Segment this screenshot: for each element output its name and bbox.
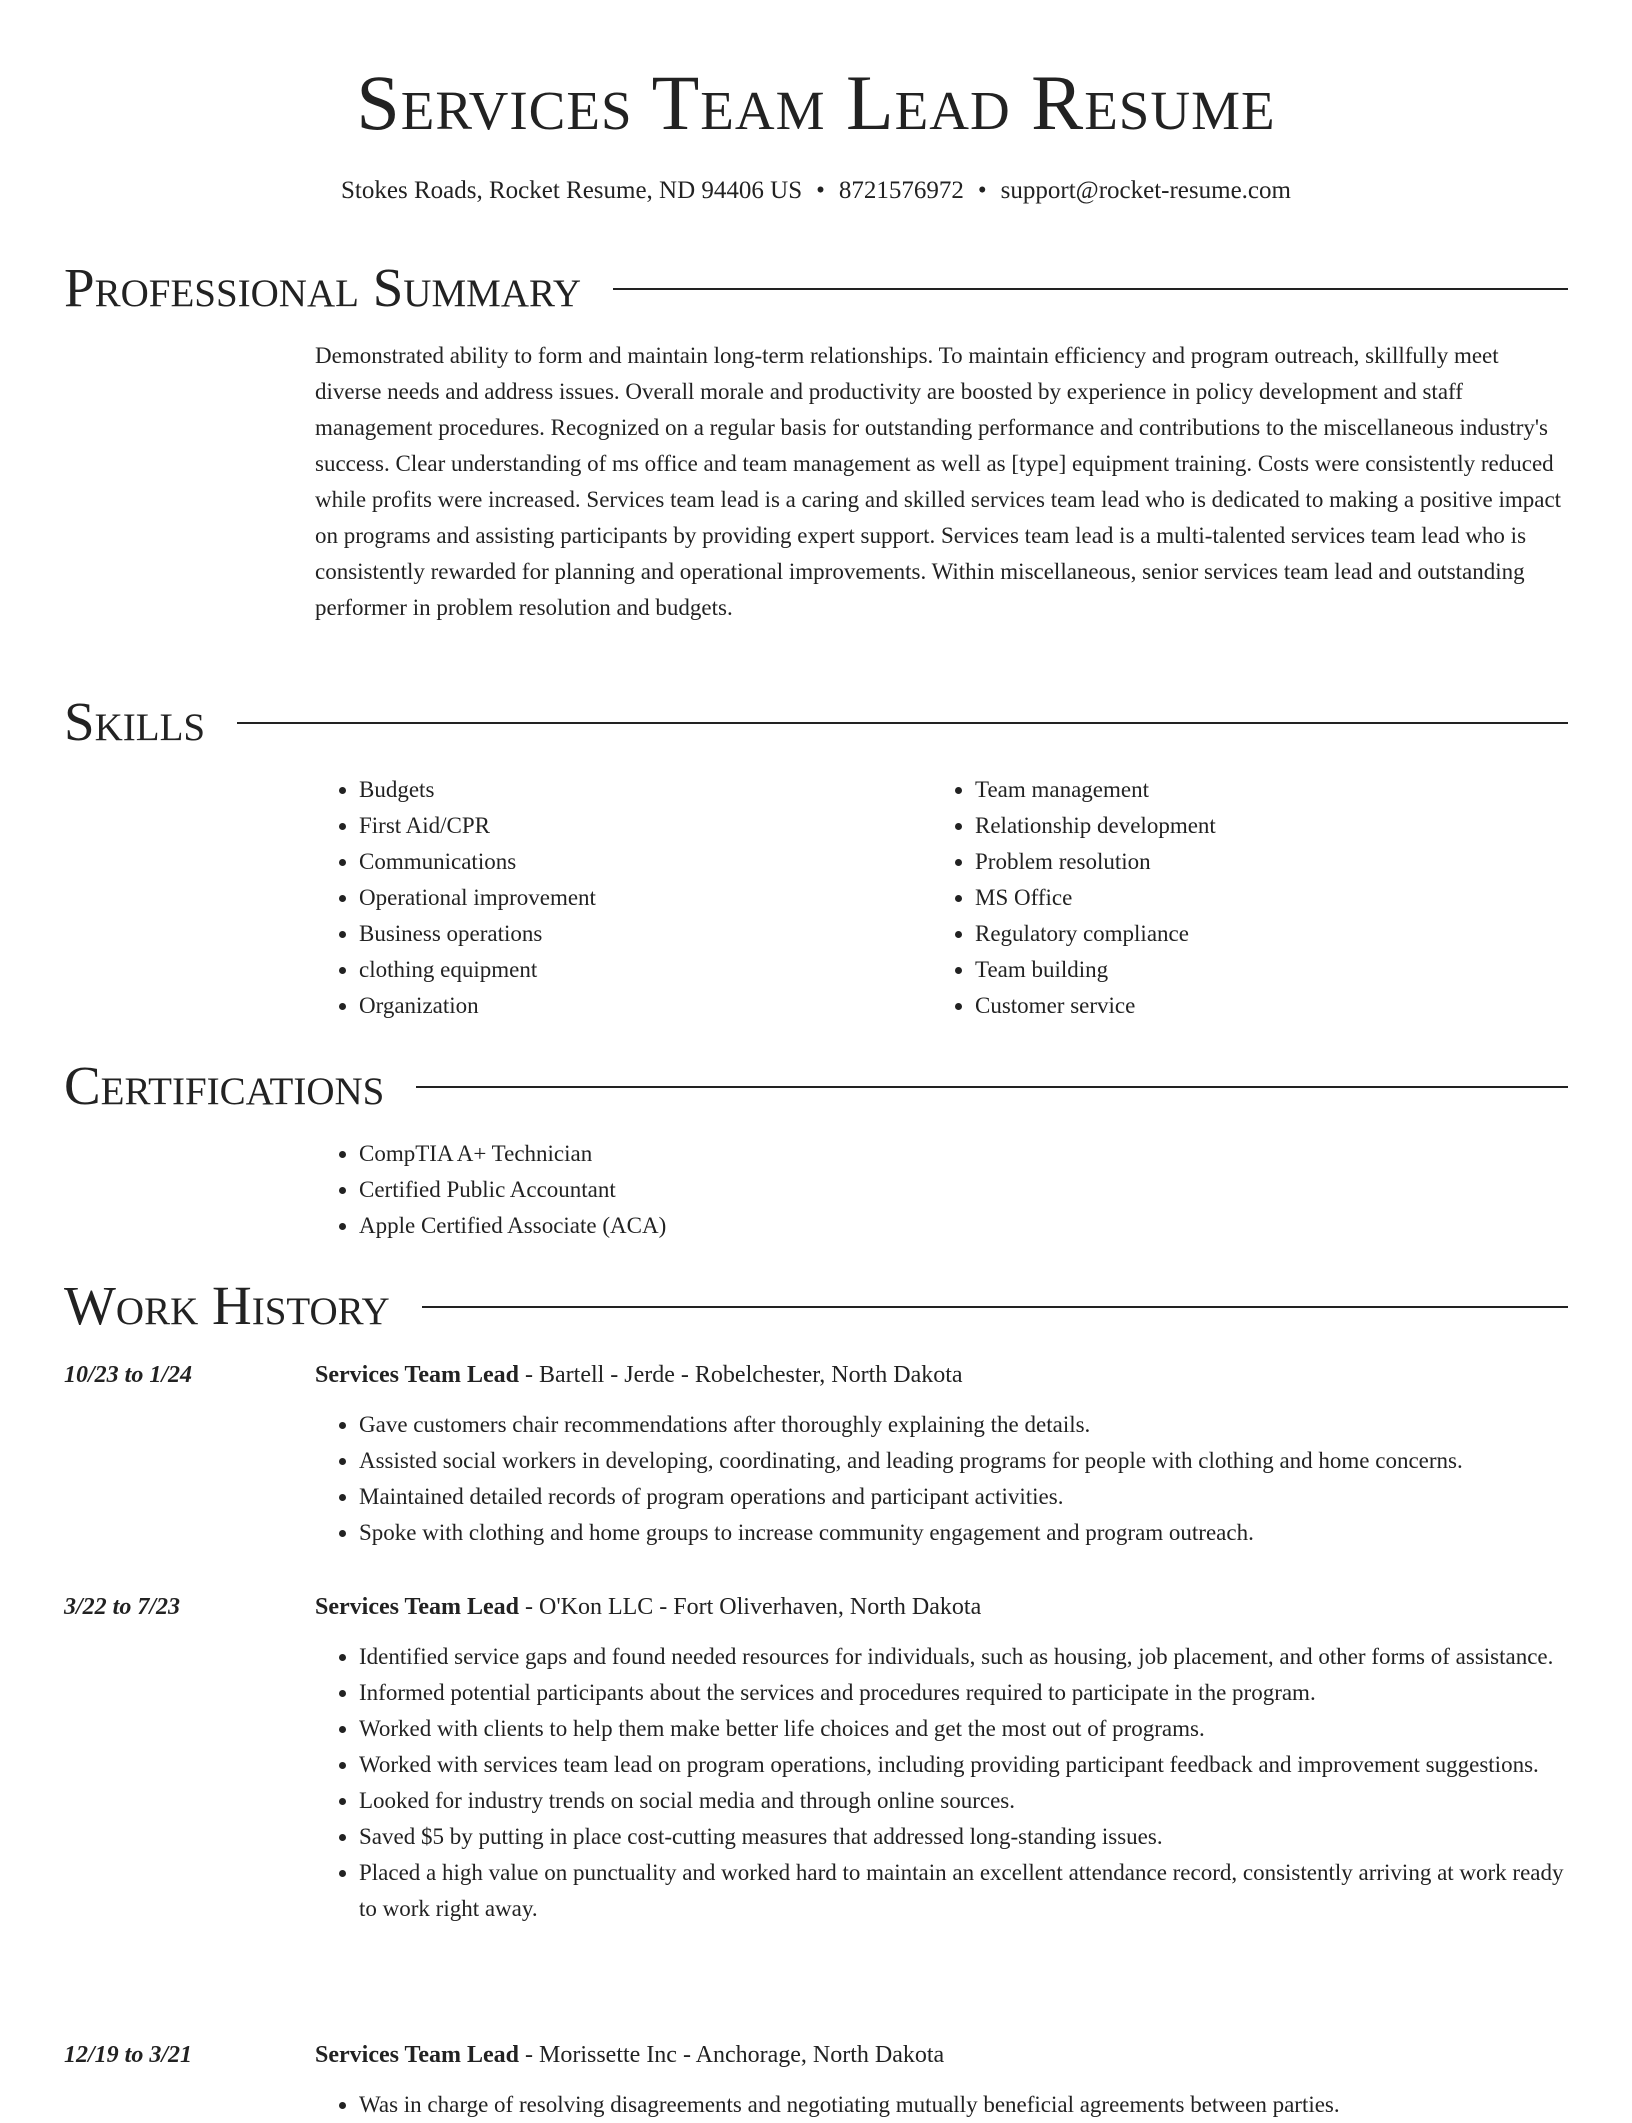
duty-item: • Maintained detailed records of program operations and participant activities. (359, 1479, 1568, 1515)
section-title-certifications: Certifications (64, 1055, 385, 1116)
section-title-work-history: Work History (64, 1275, 390, 1336)
job-duties (315, 1407, 1568, 1551)
contact-email: support@rocket-resume.com (1000, 177, 1291, 204)
duties-list (315, 1639, 1568, 1927)
certification-item: • Certified Public Accountant (359, 1172, 666, 1208)
skill-item: • Operational improvement (359, 880, 875, 916)
certification-item: • Apple Certified Associate (ACA) (359, 1208, 666, 1244)
contact-separator: • (977, 177, 987, 204)
certifications-block (315, 1136, 666, 1244)
duty-item: • Was in charge of resolving disagreements and negotiating mutually beneficial agreements between parties. (359, 2087, 1568, 2123)
job-title: Services Team Lead (315, 2042, 519, 2068)
job-duties (315, 2087, 1568, 2123)
section-divider (422, 1306, 1568, 1308)
job-employer: - Morissette Inc - Anchorage, North Dakota (519, 2042, 945, 2068)
job-title: Services Team Lead (315, 1362, 519, 1388)
section-divider (613, 288, 1568, 290)
contact-line (0, 174, 1632, 208)
skill-item: • clothing equipment (359, 952, 875, 988)
duty-item: • Identified service gaps and found needed resources for individuals, such as housing, job placement, and other forms of assistance. (359, 1639, 1568, 1675)
section-header-work-history (64, 1276, 1568, 1336)
skill-item: • Business operations (359, 916, 875, 952)
job-employer: - Bartell - Jerde - Robelchester, North Dakota (519, 1362, 963, 1388)
duties-list (315, 2087, 1568, 2123)
skill-item: • Communications (359, 844, 875, 880)
certifications-list (315, 1136, 666, 1244)
skill-item: • Regulatory compliance (975, 916, 1491, 952)
duty-item: • Spoke with clothing and home groups to increase community engagement and program outreach. (359, 1515, 1568, 1551)
job-dates: 12/19 to 3/21 (64, 2042, 193, 2068)
skills-list-right (931, 772, 1491, 1024)
skills-list-left (315, 772, 875, 1024)
section-divider (416, 1086, 1568, 1088)
job-headline (315, 2037, 1568, 2073)
contact-phone: 8721576972 (838, 177, 964, 204)
summary-text: Demonstrated ability to form and maintain long-term relationships. To maintain efficiency and program outreach, skillfully meet diverse needs and address issues. Overall morale and productivity are boosted by experience in policy development and staff management procedures. Recognized on a regular basis for outstanding performance and contributions to the miscellaneous industry's success. Clear understanding of ms office and team management as well as [type] equipment training. Costs were consistently reduced while profits were increased. Services team lead is a caring and skilled services team lead who is dedicated to making a positive impact on programs and assisting participants by providing expert support. Services team lead is a multi-talented services team lead who is consistently rewarded for planning and operational improvements. Within miscellaneous, senior services team lead and outstanding performer in problem resolution and budgets. (315, 343, 1562, 620)
section-header-certifications (64, 1056, 1568, 1116)
job-employer: - O'Kon LLC - Fort Oliverhaven, North Dakota (519, 1594, 982, 1620)
job-duties (315, 1639, 1568, 1927)
skill-item: • Budgets (359, 772, 875, 808)
skill-item: • Team management (975, 772, 1491, 808)
duty-item: • Saved $5 by putting in place cost-cutting measures that addressed long-standing issues. (359, 1819, 1568, 1855)
job-dates: 10/23 to 1/24 (64, 1362, 193, 1388)
job-headline (315, 1357, 1568, 1393)
job-title: Services Team Lead (315, 1594, 519, 1620)
skill-item: • MS Office (975, 880, 1491, 916)
skill-item: • First Aid/CPR (359, 808, 875, 844)
section-header-skills (64, 692, 1568, 752)
section-title-summary: Professional Summary (64, 257, 582, 318)
section-divider (237, 722, 1568, 724)
skill-item: • Relationship development (975, 808, 1491, 844)
duty-item: • Assisted social workers in developing, coordinating, and leading programs for people with clothing and home concerns. (359, 1443, 1568, 1479)
job-dates: 3/22 to 7/23 (64, 1594, 181, 1620)
section-title-skills: Skills (64, 691, 206, 752)
certification-item: • CompTIA A+ Technician (359, 1136, 666, 1172)
duty-item: • Worked with clients to help them make better life choices and get the most out of programs. (359, 1711, 1568, 1747)
contact-address: Stokes Roads, Rocket Resume, ND 94406 US (341, 177, 803, 204)
skill-item: • Organization (359, 988, 875, 1024)
skill-item: • Problem resolution (975, 844, 1491, 880)
duty-item: • Worked with services team lead on program operations, including providing participant feedback and improvement suggestions. (359, 1747, 1568, 1783)
skill-item: • Customer service (975, 988, 1491, 1024)
skills-column-left (315, 772, 875, 1024)
duty-item: • Informed potential participants about the services and procedures required to participate in the program. (359, 1675, 1568, 1711)
job-headline (315, 1589, 1568, 1625)
duties-list (315, 1407, 1568, 1551)
section-header-summary (64, 258, 1568, 318)
duty-item: • Gave customers chair recommendations after thoroughly explaining the details. (359, 1407, 1568, 1443)
duty-item: • Looked for industry trends on social media and through online sources. (359, 1783, 1568, 1819)
contact-separator: • (816, 177, 825, 204)
resume-title: Services Team Lead Resume (356, 59, 1276, 146)
skill-item: • Team building (975, 952, 1491, 988)
duty-item: • Placed a high value on punctuality and worked hard to maintain an excellent attendance record, consistently arriving at work ready to work right away. (359, 1855, 1568, 1927)
skills-column-right (931, 772, 1491, 1024)
